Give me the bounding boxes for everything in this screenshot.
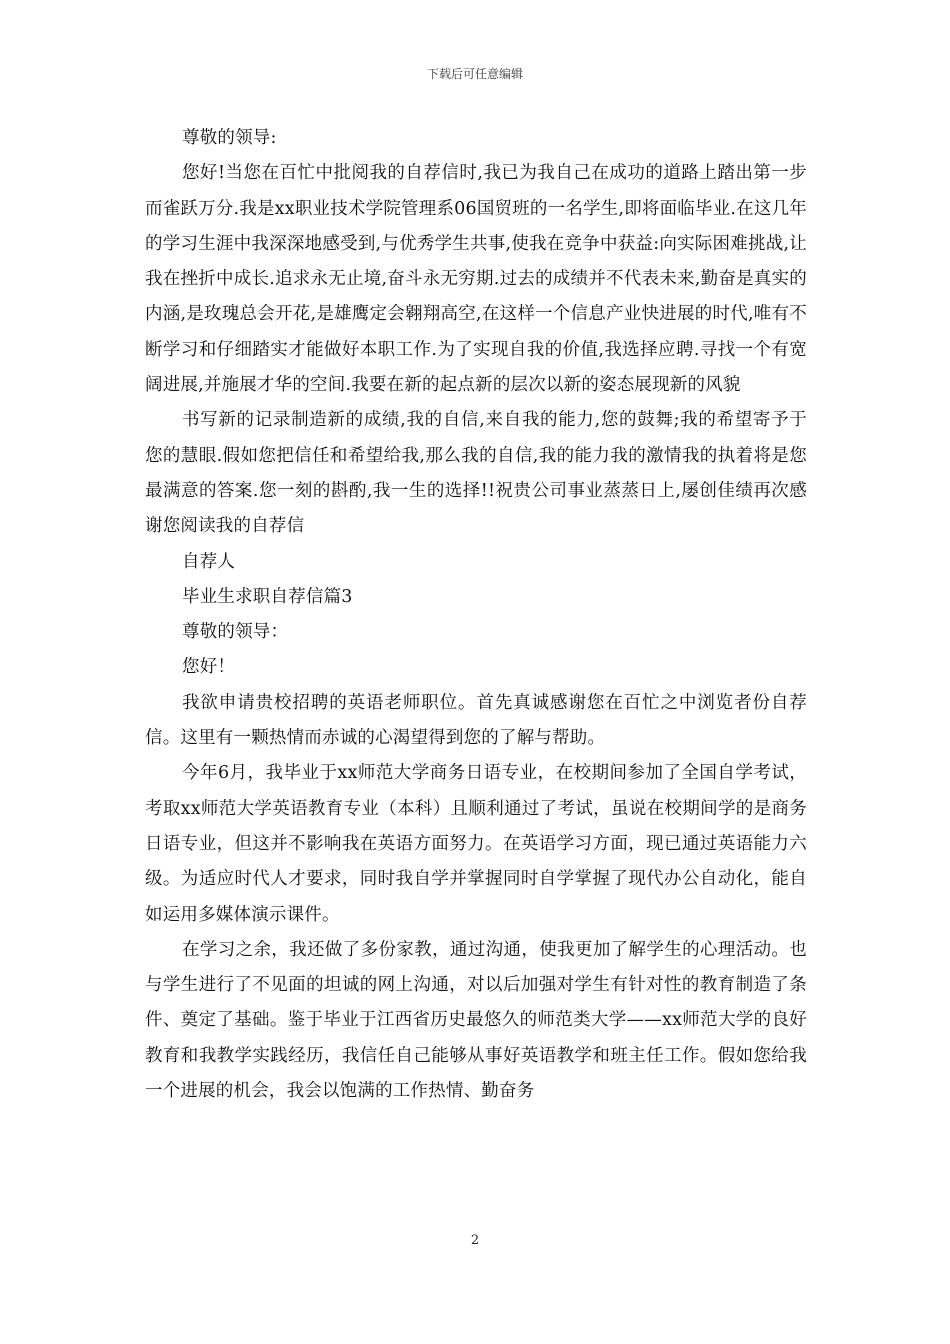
salutation-paragraph: 尊敬的领导: (182, 128, 277, 148)
body-paragraph: 您好!当您在百忙中批阅我的自荐信时,我已为我自己在成功的道路上踏出第一步而雀跃万分.我是xx职业技术学院管理系06国贸班的一名学生,即将面临毕业.在这几年的学习生涯中我深深地感受到,与优秀学生共事,使我在竞争中获益:向实际困难挑战,让我在挫折中成长.追求永无止境,奋斗永无穷期.过去的成绩并不代表未来,勤奋是真实的内涵,是玫瑰总会开花,是雄鹰定会翱翔高空,在这样一个信息产业快进展的时代,唯有不断学习和仔细踏实才能做好本职工作.为了实现自我的价值,我选择应聘.寻找一个有宽阔进展,并施展才华的空间.我要在新的起点新的层次以新的姿态展现新的风貌 (145, 163, 807, 396)
signature-paragraph: 自荐人 (182, 551, 236, 572)
body-paragraph: 在学习之余，我还做了多份家教，通过沟通，使我更加了解学生的心理活动。也与学生进行了不见面的坦诚的网上沟通，对以后加强对学生有针对性的教育制造了条件、奠定了基础。鉴于毕业于江西省历史最悠久的师范类大学——xx师范大学的良好教育和我教学实践经历，我信任自己能够从事好英语教学和班主任工作。假如您给我一个进展的机会，我会以饱满的工作热情、勤奋务 (145, 939, 807, 1102)
section-title-paragraph: 毕业生求职自荐信篇3 (182, 586, 353, 607)
page-header: 下载后可任意编辑 (426, 67, 523, 81)
body-paragraph: 书写新的记录制造新的成绩,我的自信,来自我的能力,您的鼓舞;我的希望寄予于您的慧眼.假如您把信任和希望给我,那么我的自信,我的能力我的激情我的执着将是您最满意的答案.您一刻的斟酌,我一生的选择!!祝贵公司事业蒸蒸日上,屡创佳绩再次感谢您阅读我的自荐信 (145, 410, 807, 537)
salutation-paragraph: 尊敬的领导： (182, 622, 289, 643)
body-paragraph: 我欲申请贵校招聘的英语老师职位。首先真诚感谢您在百忙之中浏览者份自荐信。这里有一颗热情而赤诚的心渴望得到您的了解与帮助。 (145, 692, 807, 749)
body-paragraph: 今年6月，我毕业于xx师范大学商务日语专业，在校期间参加了全国自学考试，考取xx师范大学英语教育专业（本科）且顺利通过了考试，虽说在校期间学的是商务日语专业，但这并不影响我在英语方面努力。在英语学习方面，现已通过英语能力六级。为适应时代人才要求，同时我自学并掌握同时自学掌握了现代办公自动化，能自如运用多媒体演示课件。 (145, 763, 807, 925)
document-body (145, 121, 807, 1109)
greeting-paragraph: 您好！ (182, 657, 236, 678)
page-number: 2 (470, 1233, 480, 1248)
